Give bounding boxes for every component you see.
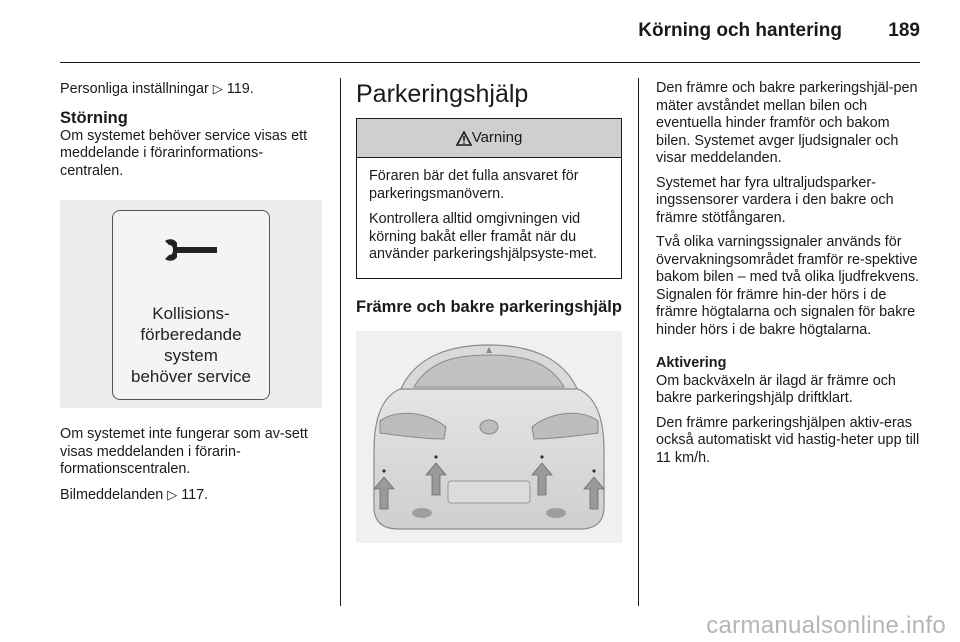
column-1 — [60, 80, 322, 504]
arrow-ref-icon: ▷ — [212, 81, 223, 96]
paragraph: Den främre parkeringshjälpen aktiv-eras också automatiskt vid hastig-heter upp till 11 km/h. — [656, 414, 920, 466]
paragraph: Systemet har fyra ultraljudsparker-ingssensorer vardera i den bakre och främre stötfångaren. — [656, 174, 894, 226]
warning-paragraph: Kontrollera alltid omgivningen vid körning bakåt eller framåt när du använder parkeringshjälpsyste-met. — [369, 211, 597, 262]
display-line: behöver service — [130, 367, 251, 386]
display-message — [113, 303, 269, 387]
display-line: system — [164, 346, 218, 365]
column-divider-1 — [340, 78, 341, 606]
warning-paragraph: Föraren bär det fulla ansvaret för parkeringsmanövern. — [369, 168, 579, 202]
service-message-figure — [60, 200, 322, 408]
activation-heading: Aktivering — [656, 355, 727, 371]
car-rear-illustration — [356, 331, 622, 543]
warning-body — [357, 158, 621, 278]
warning-title: Varning — [471, 129, 523, 147]
display-line: Kollisions- — [152, 304, 230, 323]
car-rear-figure — [356, 331, 622, 543]
info-display — [112, 210, 270, 400]
header-rule — [60, 62, 920, 63]
warning-box — [356, 118, 622, 279]
column-3 — [656, 80, 922, 467]
display-line: förberedande — [140, 325, 242, 344]
column-divider-2 — [638, 78, 639, 606]
subsection-heading: Främre och bakre parkeringshjälp — [356, 297, 622, 316]
paragraph: Om systemet inte fungerar som av-sett visas meddelanden i förarin-formationscentralen. — [60, 426, 308, 477]
warning-triangle-icon — [456, 131, 472, 146]
reference-page[interactable]: 117. — [181, 486, 209, 503]
intro-ref-page[interactable]: 119. — [226, 81, 254, 97]
header-title: Körning och hantering — [638, 20, 842, 41]
section-title: Parkeringshjälp — [356, 80, 529, 108]
page-number: 189 — [888, 20, 920, 41]
warning-header — [357, 119, 621, 158]
column-2 — [356, 80, 622, 543]
vehicle-messages-reference — [60, 486, 322, 505]
arrow-ref-icon: ▷ — [167, 486, 178, 502]
intro-reference — [60, 80, 322, 99]
paragraph: Om backväxeln är ilagd är främre och bakre parkeringshjälp driftklart. — [656, 372, 896, 406]
watermark: carmanualsonline.info — [706, 612, 946, 639]
wrench-icon — [163, 237, 219, 263]
section-heading-storning: Störning — [60, 108, 128, 127]
paragraph: Om systemet behöver service visas ett meddelande i förarinformations-centralen. — [60, 127, 308, 179]
paragraph: Den främre och bakre parkeringshjäl-pen mäter avståndet mellan bilen och eventuella hinder framför och bakom bilen. Systemet avger ljudsignaler och visar meddelanden. — [656, 80, 918, 166]
reference-text: Bilmeddelanden — [60, 486, 164, 503]
intro-text: Personliga inställningar — [60, 81, 209, 97]
paragraph: Två olika varningssignaler används för övervakningsområdet framför re-spektive bakom bilen – med två olika ljudfrekvens. Signalen för främre hin-der hörs i de främre högtalarna och signalen för bakre hinder hörs i de bakre högtalarna. — [656, 234, 920, 338]
